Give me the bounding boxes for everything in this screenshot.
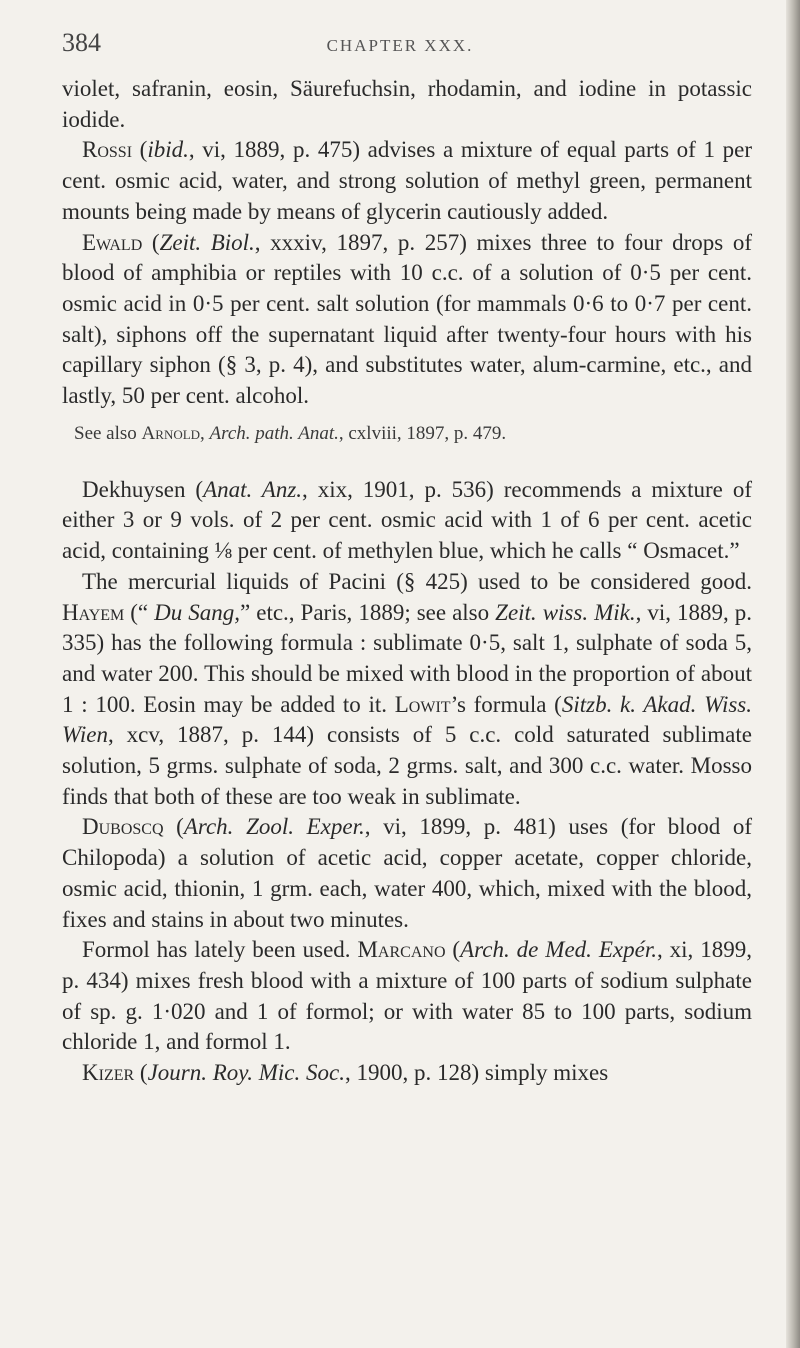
author-name: Lowit (394, 691, 451, 717)
author-name: Marcano (357, 937, 446, 963)
running-header (62, 22, 738, 62)
note-arnold: See also Arnold, Arch. path. Anat., cxlviii, 1897, p. 479. (74, 422, 507, 444)
citation: Sitzb. k. Akad. Wiss. Wien (62, 691, 752, 748)
page-number: 384 (62, 28, 101, 57)
citation: Arch. path. Anat. (209, 422, 339, 444)
paragraph-ewald: Ewald (Zeit. Biol., xxxiv, 1897, p. 257) mixes three to four drops of blood of amphibia or reptiles with 10 c.c. of a solution of 0·5 per cent. osmic acid in 0·5 per cent. salt solution (for mammals 0·6 to 0·7 per cent. salt), siphons off the supernatant liquid after twenty-four hours with his capillary siphon (§ 3, p. 4), and substitutes water, alum-carmine, etc., and lastly, 50 per cent. alcohol. (62, 229, 752, 409)
citation: Du Sang, (154, 599, 241, 625)
paragraph-mercurial: The mercurial liquids of Pacini (§ 425) used to be considered good. Hayem (“ Du Sang,” etc., Paris, 1889; see also Zeit. wiss. Mik., vi, 1889, p. 335) has the following formula : sublimate 0·5, salt 1, sulphate of soda 5, and water 200. This should be mixed with blood in the proportion of about 1 : 100. Eosin may be added to it. Lowit’s formula (Sitzb. k. Akad. Wiss. Wien, xcv, 1887, p. 144) consists of 5 c.c. cold saturated sublimate solution, 5 grms. sulphate of soda, 2 grms. salt, and 300 c.c. water. Mosso finds that both of these are too weak in sublimate. (62, 568, 753, 809)
paragraph-kizer: Kizer (Journ. Roy. Mic. Soc., 1900, p. 128) simply mixes (82, 1060, 609, 1086)
citation: Arch. Zool. Exper. (183, 814, 365, 840)
author-name: Arnold (141, 422, 201, 444)
citation: Zeit. wiss. Mik. (495, 599, 636, 625)
paragraph-rossi: Rossi (ibid., vi, 1889, p. 475) advises a mixture of equal parts of 1 per cent. osmic acid, water, and strong solution of methyl green, permanent mounts being made by means of glycerin cautiously added. (62, 137, 752, 224)
body-text (62, 74, 752, 1089)
citation: Journ. Roy. Mic. Soc. (147, 1060, 345, 1086)
citation: ibid. (147, 137, 189, 163)
author-name: Rossi (82, 137, 133, 163)
author-name: Dekhuysen (82, 476, 186, 502)
paragraph-formol: Formol has lately been used. Marcano (Arch. de Med. Expér., xi, 1899, p. 434) mixes fresh blood with a mixture of 100 parts of sodium sulphate of sp. g. 1·020 and 1 of formol; or with water 85 to 100 parts, sodium chloride 1, and formol 1. (62, 937, 752, 1055)
paragraph-continued: violet, safranin, eosin, Säurefuchsin, rhodamin, and iodine in potassic iodide. (62, 76, 752, 132)
author-name: Hayem (62, 599, 125, 625)
page-edge-shadow (786, 0, 800, 1348)
author-name: Ewald (82, 229, 143, 255)
chapter-title: CHAPTER XXX. (326, 36, 474, 55)
paragraph-duboscq: Duboscq (Arch. Zool. Exper., vi, 1899, p. 481) uses (for blood of Chilopoda) a solution of acetic acid, copper acetate, copper chloride, osmic acid, thionin, 1 grm. each, water 400, which, mixed with the blood, fixes and stains in about two minutes. (62, 814, 752, 932)
citation: Zeit. Biol. (159, 229, 255, 255)
author-name: Kizer (82, 1060, 135, 1086)
author-name: Duboscq (82, 814, 164, 840)
citation: Arch. de Med. Expér. (460, 937, 657, 963)
citation: Anat. Anz. (203, 476, 303, 502)
paragraph-dekhuysen: Dekhuysen (Anat. Anz., xix, 1901, p. 536) recommends a mixture of either 3 or 9 vols. of 2 per cent. osmic acid with 1 of 6 per cent. acetic acid, containing ⅛ per cent. of methylen blue, which he calls “ Osmacet.” (62, 476, 752, 564)
